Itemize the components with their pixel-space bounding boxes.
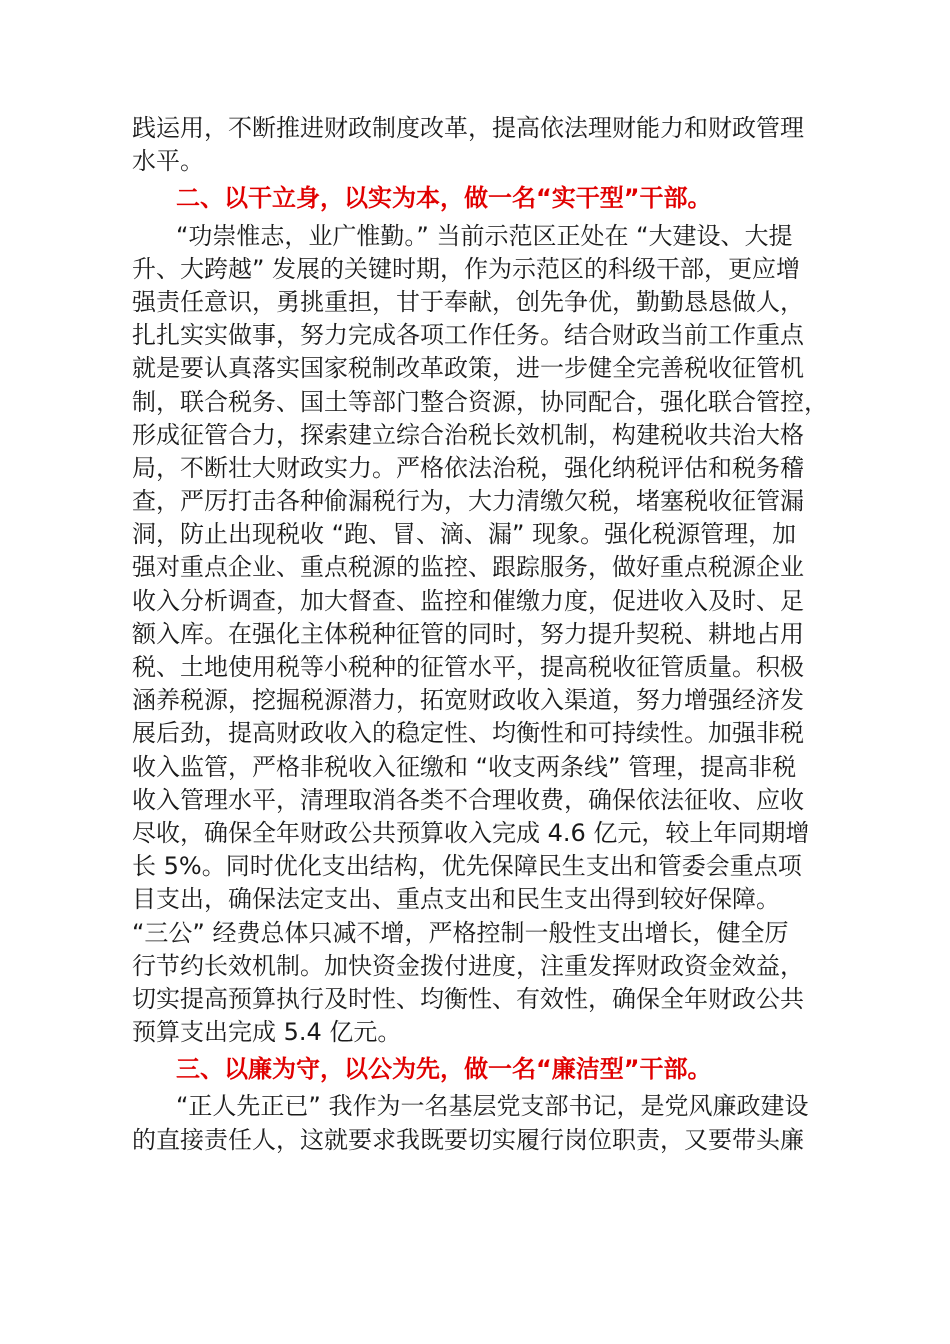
body-text-line: 就是要认真落实国家税制改革政策，进一步健全完善税收征管机 — [132, 354, 804, 383]
body-text-line: “功崇惟志，业广惟勤。” 当前示范区正处在 “大建设、大提 — [176, 221, 793, 250]
body-text-line: 洞，防止出现税收 “跑、冒、滴、漏” 现象。强化税源管理，加 — [132, 520, 797, 549]
body-text-line: 切实提高预算执行及时性、均衡性、有效性，确保全年财政公共 — [132, 984, 804, 1013]
section-heading-3: 三、以廉为守，以公为先，做一名“廉洁型”干部。 — [176, 1055, 712, 1084]
body-text-line: “正人先正已” 我作为一名基层党支部书记，是党风廉政建设 — [176, 1092, 809, 1121]
body-text-line: 涵养税源，挖掘税源潜力，拓宽财政收入渠道，努力增强经济发 — [132, 686, 804, 715]
body-text-line: 形成征管合力，探索建立综合治税长效机制，构建税收共治大格 — [132, 420, 804, 449]
body-text-line: 税、土地使用税等小税种的征管水平，提高税收征管质量。积极 — [132, 653, 804, 681]
body-text-line: 强责任意识，勇挑重担，甘于奉献，创先争优，勤勤恳恳做人， — [132, 287, 804, 316]
section-heading-2: 二、以干立身，以实为本，做一名“实干型”干部。 — [176, 184, 712, 213]
body-text-line: 升、大跨越” 发展的关键时期，作为示范区的科级干部，更应增 — [132, 254, 801, 283]
body-text-line: 预算支出完成 5.4 亿元。 — [132, 1018, 402, 1047]
body-text-line: 长 5%。同时优化支出结构，优先保障民生支出和管委会重点项 — [132, 852, 802, 881]
body-text-line: 展后劲，提高财政收入的稳定性、均衡性和可持续性。加强非税 — [132, 719, 804, 748]
body-text-line: 目支出，确保法定支出、重点支出和民生支出得到较好保障。 — [132, 885, 780, 914]
body-text-line: “三公” 经费总体只减不增，严格控制一般性支出增长，健全厉 — [132, 918, 789, 947]
body-text-line: 尽收，确保全年财政公共预算收入完成 4.6 亿元，较上年同期增 — [132, 818, 810, 847]
body-text-line: 收入管理水平，清理取消各类不合理收费，确保依法征收、应收 — [132, 785, 804, 814]
body-text-line: 额入库。在强化主体税种征管的同时，努力提升契税、耕地占用 — [132, 619, 804, 648]
body-text-line: 的直接责任人，这就要求我既要切实履行岗位职责，又要带头廉 — [132, 1125, 804, 1154]
body-text-line: 水平。 — [132, 147, 204, 176]
body-text-line: 收入分析调查，加大督查、监控和催缴力度，促进收入及时、足 — [132, 586, 804, 615]
body-text-line: 制，联合税务、国土等部门整合资源，协同配合，强化联合管控， — [132, 387, 828, 416]
body-text-line: 局，不断壮大财政实力。严格依法治税，强化纳税评估和税务稽 — [132, 453, 804, 482]
body-text-line: 践运用，不断推进财政制度改革，提高依法理财能力和财政管理 — [132, 114, 804, 142]
body-text-line: 扎扎实实做事，努力完成各项工作任务。结合财政当前工作重点 — [132, 321, 804, 350]
body-text-line: 查，严厉打击各种偷漏税行为，大力清缴欠税，堵塞税收征管漏 — [132, 487, 804, 516]
body-text-line: 行节约长效机制。加快资金拨付进度，注重发挥财政资金效益， — [132, 951, 804, 980]
body-text-line: 强对重点企业、重点税源的监控、跟踪服务，做好重点税源企业 — [132, 553, 804, 582]
document-page — [132, 112, 857, 1157]
body-text-line: 收入监管，严格非税收入征缴和 “收支两条线” 管理，提高非税 — [132, 752, 797, 781]
